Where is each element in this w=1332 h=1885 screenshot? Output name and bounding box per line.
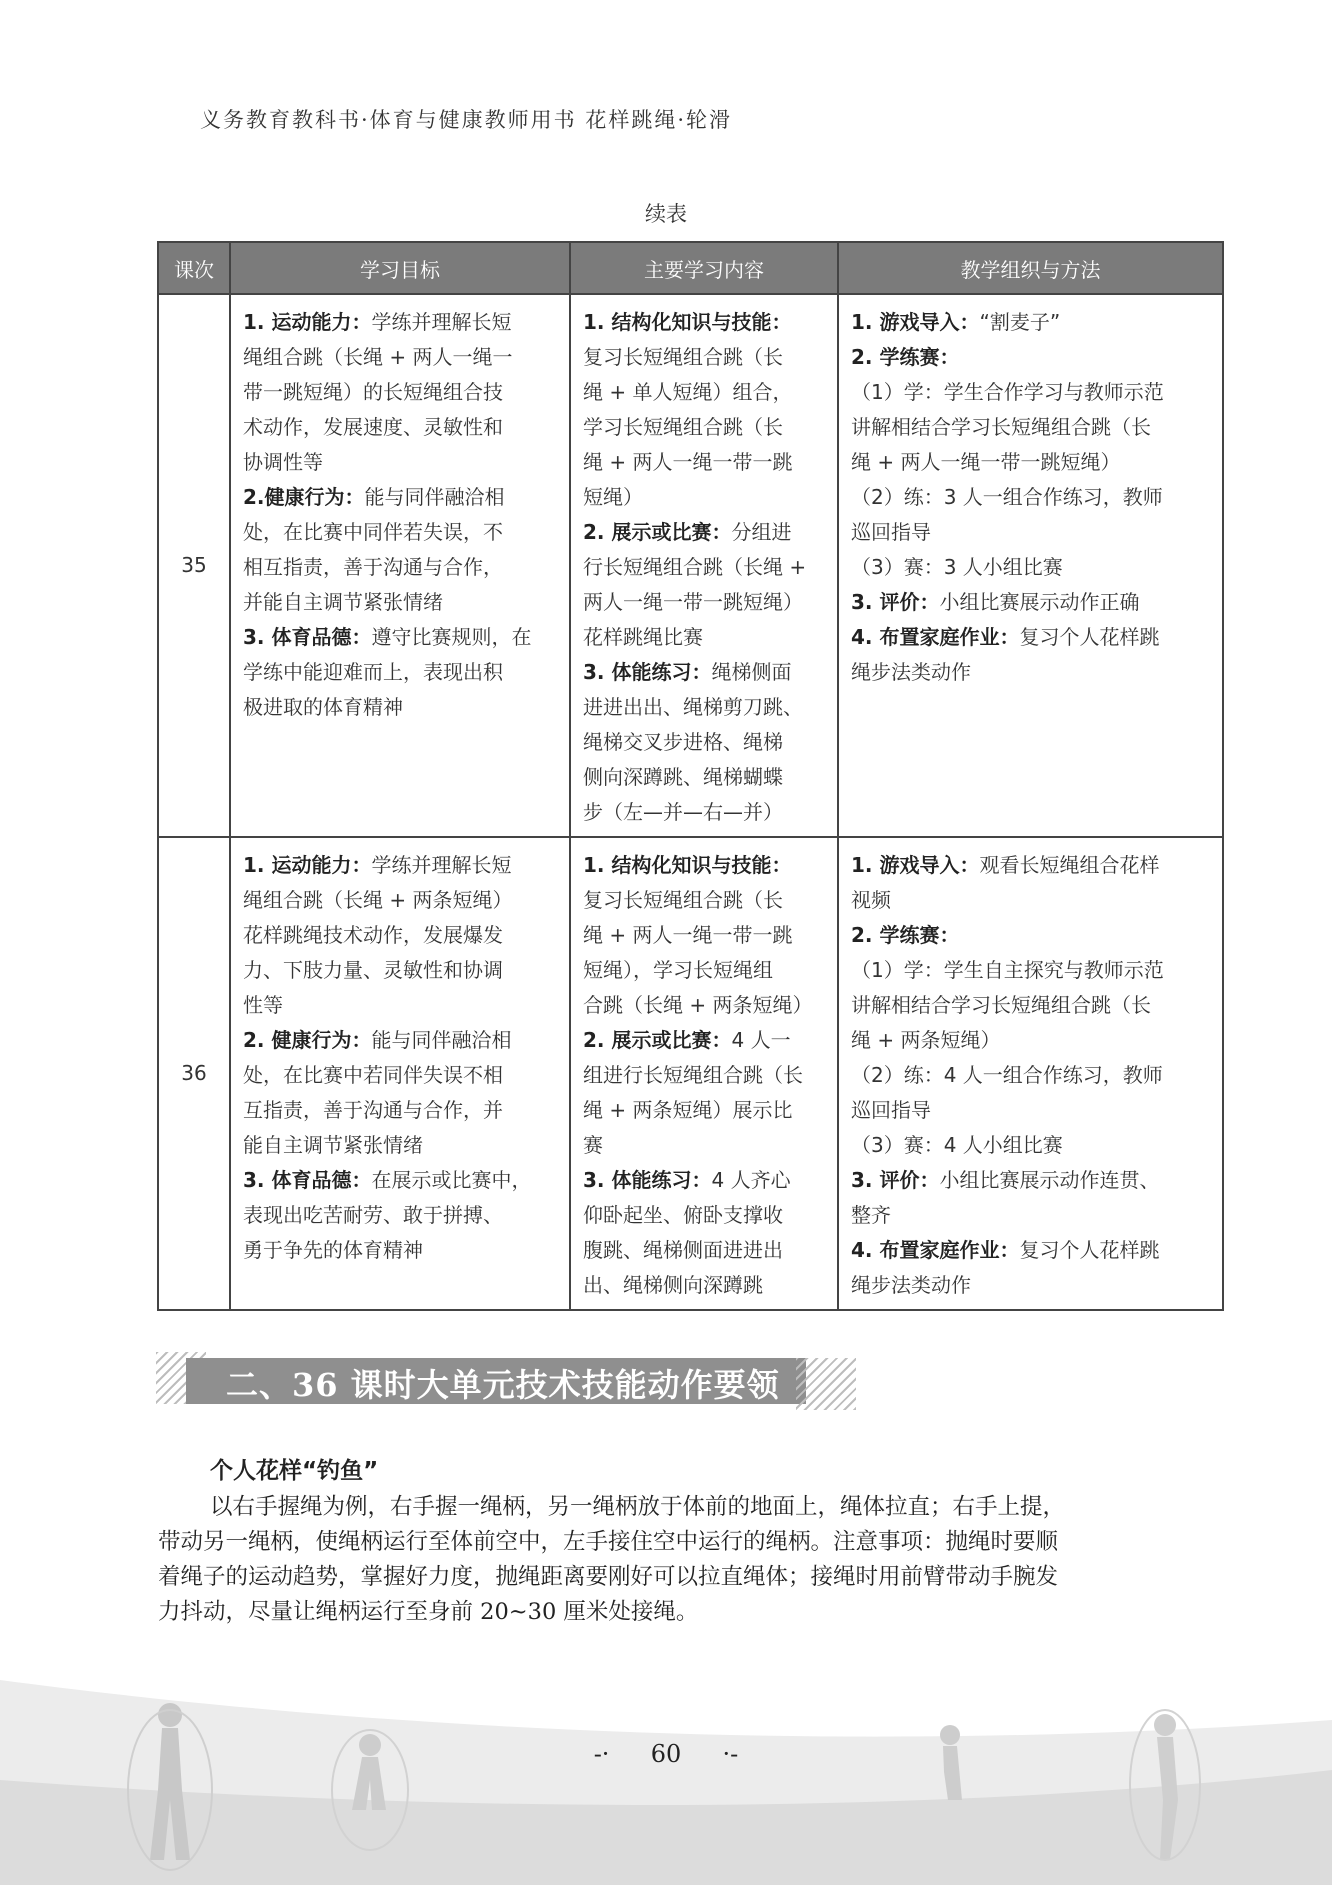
cell-line: 术动作，发展速度、灵敏性和 bbox=[243, 415, 503, 439]
item-key: 1. 游戏导入： bbox=[851, 310, 980, 334]
cell-line: 整齐 bbox=[851, 1203, 891, 1227]
cell-line bbox=[243, 1023, 559, 1058]
cell-line: 绳组合跳（长绳 + 两人一绳一 bbox=[243, 345, 513, 369]
cell-line: 出、绳梯侧向深蹲跳 bbox=[583, 1273, 763, 1297]
cell-line bbox=[243, 620, 559, 655]
cell-line: 力、下肢力量、灵敏性和协调 bbox=[243, 958, 503, 982]
item-text: 复习个人花样跳 bbox=[1019, 625, 1160, 649]
paragraph-line: 带动另一绳柄，使绳柄运行至体前空中，左手接住空中运行的绳柄。注意事项：抛绳时要顺 bbox=[158, 1529, 1059, 1555]
cell-line: 绳 + 单人短绳）组合， bbox=[583, 380, 793, 404]
cell-line bbox=[851, 848, 1212, 883]
banner-hatch-right bbox=[796, 1358, 856, 1410]
cell-line bbox=[583, 655, 827, 690]
footer-decoration bbox=[0, 1660, 1332, 1885]
paragraph-line: 着绳子的运动趋势，掌握好力度，抛绳距离要刚好可以拉直绳体；接绳时用前臂带动手腕发 bbox=[158, 1564, 1059, 1590]
cell-line: （1）学：学生自主探究与教师示范 bbox=[851, 958, 1164, 982]
cell-line: 表现出吃苦耐劳、敢于拼搏、 bbox=[243, 1203, 503, 1227]
table-row bbox=[158, 294, 1223, 837]
paragraph-line: 以右手握绳为例，右手握一绳柄，另一绳柄放于体前的地面上，绳体拉直；右手上提， bbox=[210, 1494, 1066, 1520]
item-key: 3. 评价： bbox=[851, 590, 940, 614]
cell-line: 绳 + 两条短绳）展示比 bbox=[583, 1098, 793, 1122]
item-key: 3. 体育品德： bbox=[243, 625, 372, 649]
cell-line bbox=[583, 1163, 827, 1198]
cell-method bbox=[838, 837, 1223, 1310]
cell-line: 学习长短绳组合跳（长 bbox=[583, 415, 783, 439]
item-key: 1. 运动能力： bbox=[243, 310, 372, 334]
cell-line: 性等 bbox=[243, 993, 283, 1017]
cell-line: 赛 bbox=[583, 1133, 603, 1157]
cell-line bbox=[851, 305, 1212, 340]
header-method: 教学组织与方法 bbox=[838, 242, 1223, 294]
item-key: 4. 布置家庭作业： bbox=[851, 1238, 1020, 1262]
cell-line: 腹跳、绳梯侧面进进出 bbox=[583, 1238, 783, 1262]
lesson-number: 35 bbox=[158, 294, 230, 837]
cell-line: 两人一绳一带一跳短绳） bbox=[583, 590, 803, 614]
item-text: “割麦子” bbox=[979, 310, 1061, 334]
item-text: 遵守比赛规则，在 bbox=[371, 625, 532, 649]
cell-line: 讲解相结合学习长短绳组合跳（长 bbox=[851, 993, 1151, 1017]
cell-line: 勇于争先的体育精神 bbox=[243, 1238, 423, 1262]
cell-line: 巡回指导 bbox=[851, 1098, 931, 1122]
item-text: 学练并理解长短 bbox=[371, 310, 512, 334]
item-key: 3. 评价： bbox=[851, 1168, 940, 1192]
paragraph-line: 力抖动，尽量让绳柄运行至身前 20~30 厘米处接绳。 bbox=[158, 1599, 699, 1625]
item-key: 2.健康行为： bbox=[243, 485, 365, 509]
item-text: 复习个人花样跳 bbox=[1019, 1238, 1160, 1262]
cell-line bbox=[851, 585, 1212, 620]
page-number: 60 bbox=[650, 1740, 682, 1768]
cell-method bbox=[838, 294, 1223, 837]
item-text: 分组进 bbox=[731, 520, 792, 544]
cell-line: 侧向深蹲跳、绳梯蝴蝶 bbox=[583, 765, 783, 789]
item-key: 2. 健康行为： bbox=[243, 1028, 372, 1052]
section-title: 二、36 课时大单元技术技能动作要领 bbox=[226, 1366, 780, 1404]
cell-line: 绳 + 两人一绳一带一跳 bbox=[583, 450, 793, 474]
cell-line bbox=[243, 305, 559, 340]
lesson-table bbox=[157, 241, 1224, 1311]
item-text: 小组比赛展示动作正确 bbox=[939, 590, 1140, 614]
item-key: 1. 结构化知识与技能： bbox=[583, 853, 792, 877]
cell-line: （3）赛：3 人小组比赛 bbox=[851, 555, 1063, 579]
item-key: 4. 布置家庭作业： bbox=[851, 625, 1020, 649]
item-key: 1. 游戏导入： bbox=[851, 853, 980, 877]
cell-line: 并能自主调节紧张情绪 bbox=[243, 590, 443, 614]
cell-line: （1）学：学生合作学习与教师示范 bbox=[851, 380, 1164, 404]
item-text: 学练并理解长短 bbox=[371, 853, 512, 877]
cell-line bbox=[851, 918, 1212, 953]
cell-line bbox=[583, 515, 827, 550]
item-key: 3. 体能练习： bbox=[583, 660, 712, 684]
cell-line bbox=[851, 1163, 1212, 1198]
cell-line: 互指责，善于沟通与合作，并 bbox=[243, 1098, 503, 1122]
item-key: 2. 学练赛： bbox=[851, 923, 960, 947]
header-content: 主要学习内容 bbox=[570, 242, 838, 294]
item-key: 3. 体育品德： bbox=[243, 1168, 372, 1192]
item-text: 能与同伴融洽相 bbox=[371, 1028, 512, 1052]
item-key: 1. 运动能力： bbox=[243, 853, 372, 877]
item-text: 4 人齐心 bbox=[711, 1168, 791, 1192]
cell-content bbox=[570, 837, 838, 1310]
cell-line: 绳步法类动作 bbox=[851, 1273, 971, 1297]
cell-line: 极进取的体育精神 bbox=[243, 695, 403, 719]
item-text: 4 人一 bbox=[731, 1028, 791, 1052]
header-goals: 学习目标 bbox=[230, 242, 570, 294]
cell-goals bbox=[230, 837, 570, 1310]
cell-line: 相互指责，善于沟通与合作， bbox=[243, 555, 503, 579]
cell-line bbox=[851, 340, 1212, 375]
item-key: 1. 结构化知识与技能： bbox=[583, 310, 792, 334]
subheading: 个人花样“钓鱼” bbox=[210, 1458, 379, 1484]
cell-line: 复习长短绳组合跳（长 bbox=[583, 345, 783, 369]
item-key: 3. 体能练习： bbox=[583, 1168, 712, 1192]
cell-line: 步（左—并—右—并） bbox=[583, 800, 783, 824]
cell-line: 绳组合跳（长绳 + 两条短绳） bbox=[243, 888, 513, 912]
item-key: 2. 展示或比赛： bbox=[583, 1028, 732, 1052]
item-key: 2. 展示或比赛： bbox=[583, 520, 732, 544]
cell-line: 带一跳短绳）的长短绳组合技 bbox=[243, 380, 503, 404]
cell-line bbox=[243, 848, 559, 883]
header-lesson: 课次 bbox=[158, 242, 230, 294]
cell-line: 仰卧起坐、俯卧支撑收 bbox=[583, 1203, 783, 1227]
body-paragraph bbox=[158, 1490, 1222, 1630]
item-text: 观看长短绳组合花样 bbox=[979, 853, 1160, 877]
cell-line bbox=[243, 480, 559, 515]
cell-line: 讲解相结合学习长短绳组合跳（长 bbox=[851, 415, 1151, 439]
cell-goals bbox=[230, 294, 570, 837]
cell-line: 复习长短绳组合跳（长 bbox=[583, 888, 783, 912]
cell-line: 绳 + 两人一绳一带一跳 bbox=[583, 923, 793, 947]
cell-line bbox=[851, 1233, 1212, 1268]
cell-line: 学练中能迎难而上，表现出积 bbox=[243, 660, 503, 684]
item-text: 绳梯侧面 bbox=[711, 660, 792, 684]
cell-line: 花样跳绳比赛 bbox=[583, 625, 703, 649]
cell-line: 处，在比赛中同伴若失误，不 bbox=[243, 520, 503, 544]
cell-content bbox=[570, 294, 838, 837]
cell-line: 组进行长短绳组合跳（长 bbox=[583, 1063, 803, 1087]
table-row bbox=[158, 837, 1223, 1310]
section-banner bbox=[156, 1352, 856, 1410]
table-caption: 续表 bbox=[645, 202, 687, 226]
item-key: 2. 学练赛： bbox=[851, 345, 960, 369]
page-number-line bbox=[0, 1740, 1332, 1768]
cell-line bbox=[583, 305, 827, 340]
running-header: 义务教育教科书·体育与健康教师用书 花样跳绳·轮滑 bbox=[200, 108, 733, 132]
cell-line: 绳步法类动作 bbox=[851, 660, 971, 684]
cell-line: 能自主调节紧张情绪 bbox=[243, 1133, 423, 1157]
cell-line: 短绳） bbox=[583, 485, 643, 509]
page-number-deco-right: ·- bbox=[722, 1740, 739, 1768]
cell-line: 绳 + 两人一绳一带一跳短绳） bbox=[851, 450, 1121, 474]
item-text: 在展示或比赛中， bbox=[371, 1168, 532, 1192]
cell-line bbox=[583, 848, 827, 883]
lesson-number: 36 bbox=[158, 837, 230, 1310]
item-text: 能与同伴融洽相 bbox=[364, 485, 505, 509]
cell-line: 处，在比赛中若同伴失误不相 bbox=[243, 1063, 503, 1087]
cell-line: 合跳（长绳 + 两条短绳） bbox=[583, 993, 813, 1017]
table-header-row bbox=[158, 242, 1223, 294]
cell-line: 进进出出、绳梯剪刀跳、 bbox=[583, 695, 803, 719]
cell-line: 绳梯交叉步进格、绳梯 bbox=[583, 730, 783, 754]
cell-line: 短绳），学习长短绳组 bbox=[583, 958, 773, 982]
cell-line: 巡回指导 bbox=[851, 520, 931, 544]
cell-line bbox=[583, 1023, 827, 1058]
cell-line: （2）练：4 人一组合作练习，教师 bbox=[851, 1063, 1163, 1087]
cell-line: 视频 bbox=[851, 888, 891, 912]
cell-line bbox=[243, 1163, 559, 1198]
page-number-deco-left: -· bbox=[593, 1740, 610, 1768]
cell-line bbox=[851, 620, 1212, 655]
cell-line: （2）练：3 人一组合作练习，教师 bbox=[851, 485, 1163, 509]
cell-line: （3）赛：4 人小组比赛 bbox=[851, 1133, 1063, 1157]
item-text: 小组比赛展示动作连贯、 bbox=[939, 1168, 1160, 1192]
cell-line: 行长短绳组合跳（长绳 + bbox=[583, 555, 807, 579]
cell-line: 花样跳绳技术动作，发展爆发 bbox=[243, 923, 503, 947]
cell-line: 协调性等 bbox=[243, 450, 323, 474]
cell-line: 绳 + 两条短绳） bbox=[851, 1028, 1001, 1052]
